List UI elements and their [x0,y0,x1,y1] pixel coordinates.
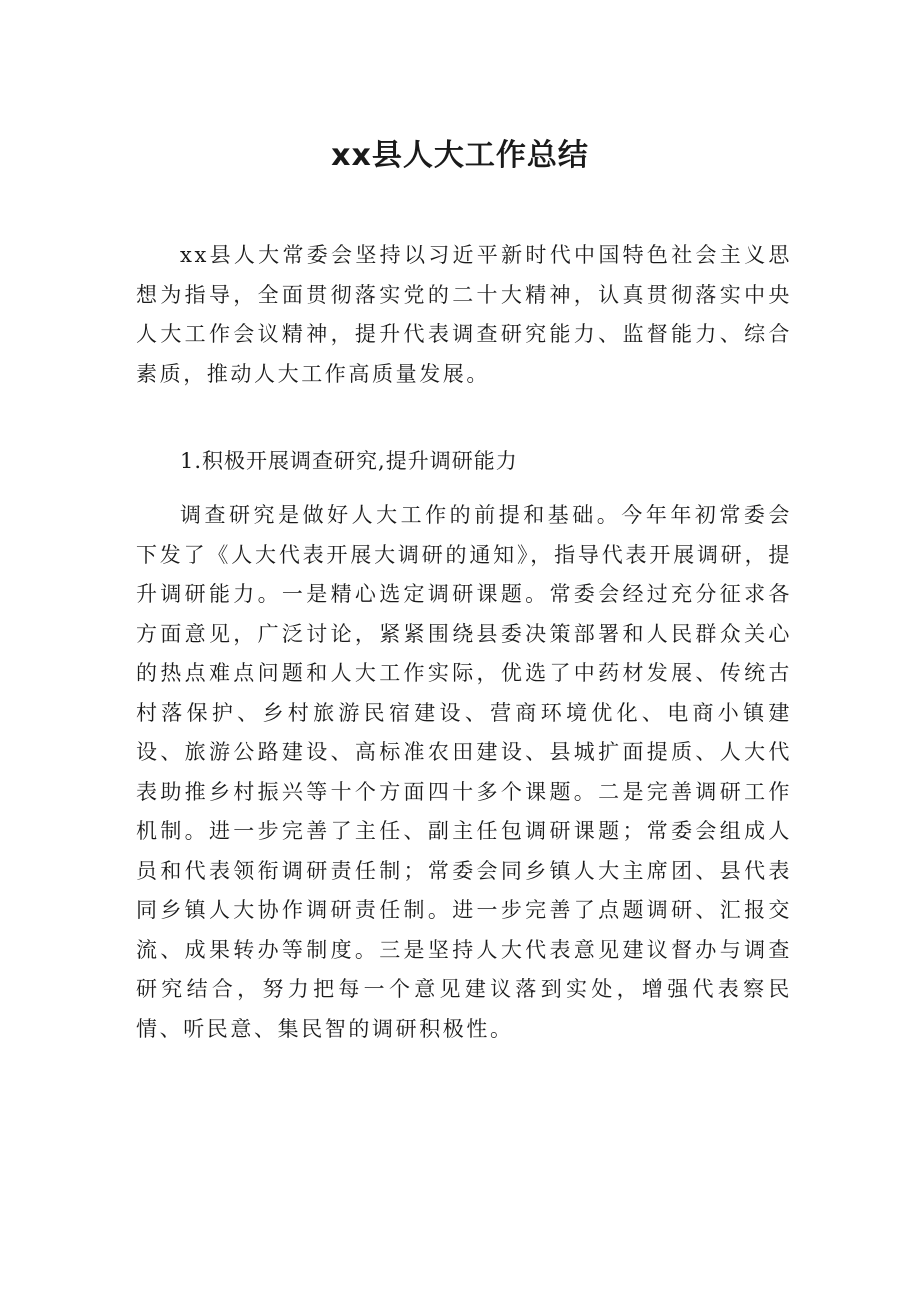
section-body-paragraph: 调查研究是做好人大工作的前提和基础。今年年初常委会下发了《人大代表开展大调研的通知》，指导代表开展调研，提升调研能力。一是精心选定调研课题。常委会经过充分征求各方面意见，广泛讨论，紧紧围绕县委决策部署和人民群众关心的热点难点问题和人大工作实际，优选了中药材发展、传统古村落保护、乡村旅游民宿建设、营商环境优化、电商小镇建设、旅游公路建设、高标准农田建设、县城扩面提质、人大代表助推乡村振兴等十个方面四十多个课题。二是完善调研工作机制。进一步完善了主任、副主任包调研课题；常委会组成人员和代表领衔调研责任制；常委会同乡镇人大主席团、县代表同乡镇人大协作调研责任制。进一步完善了点题调研、汇报交流、成果转办等制度。三是坚持人大代表意见建议督办与调查研究结合，努力把每一个意见建议落到实处，增强代表察民情、听民意、集民智的调研积极性。 [136,503,792,1041]
section-heading: 1.积极开展调查研究,提升调研能力 [180,449,518,473]
intro-paragraph: xx县人大常委会坚持以习近平新时代中国特色社会主义思想为指导，全面贯彻落实党的二十大精神，认真贯彻落实中央人大工作会议精神，提升代表调查研究能力、监督能力、综合素质，推动人大工作高质量发展。 [136,243,792,386]
document-title: xx县人大工作总结 [331,138,589,173]
